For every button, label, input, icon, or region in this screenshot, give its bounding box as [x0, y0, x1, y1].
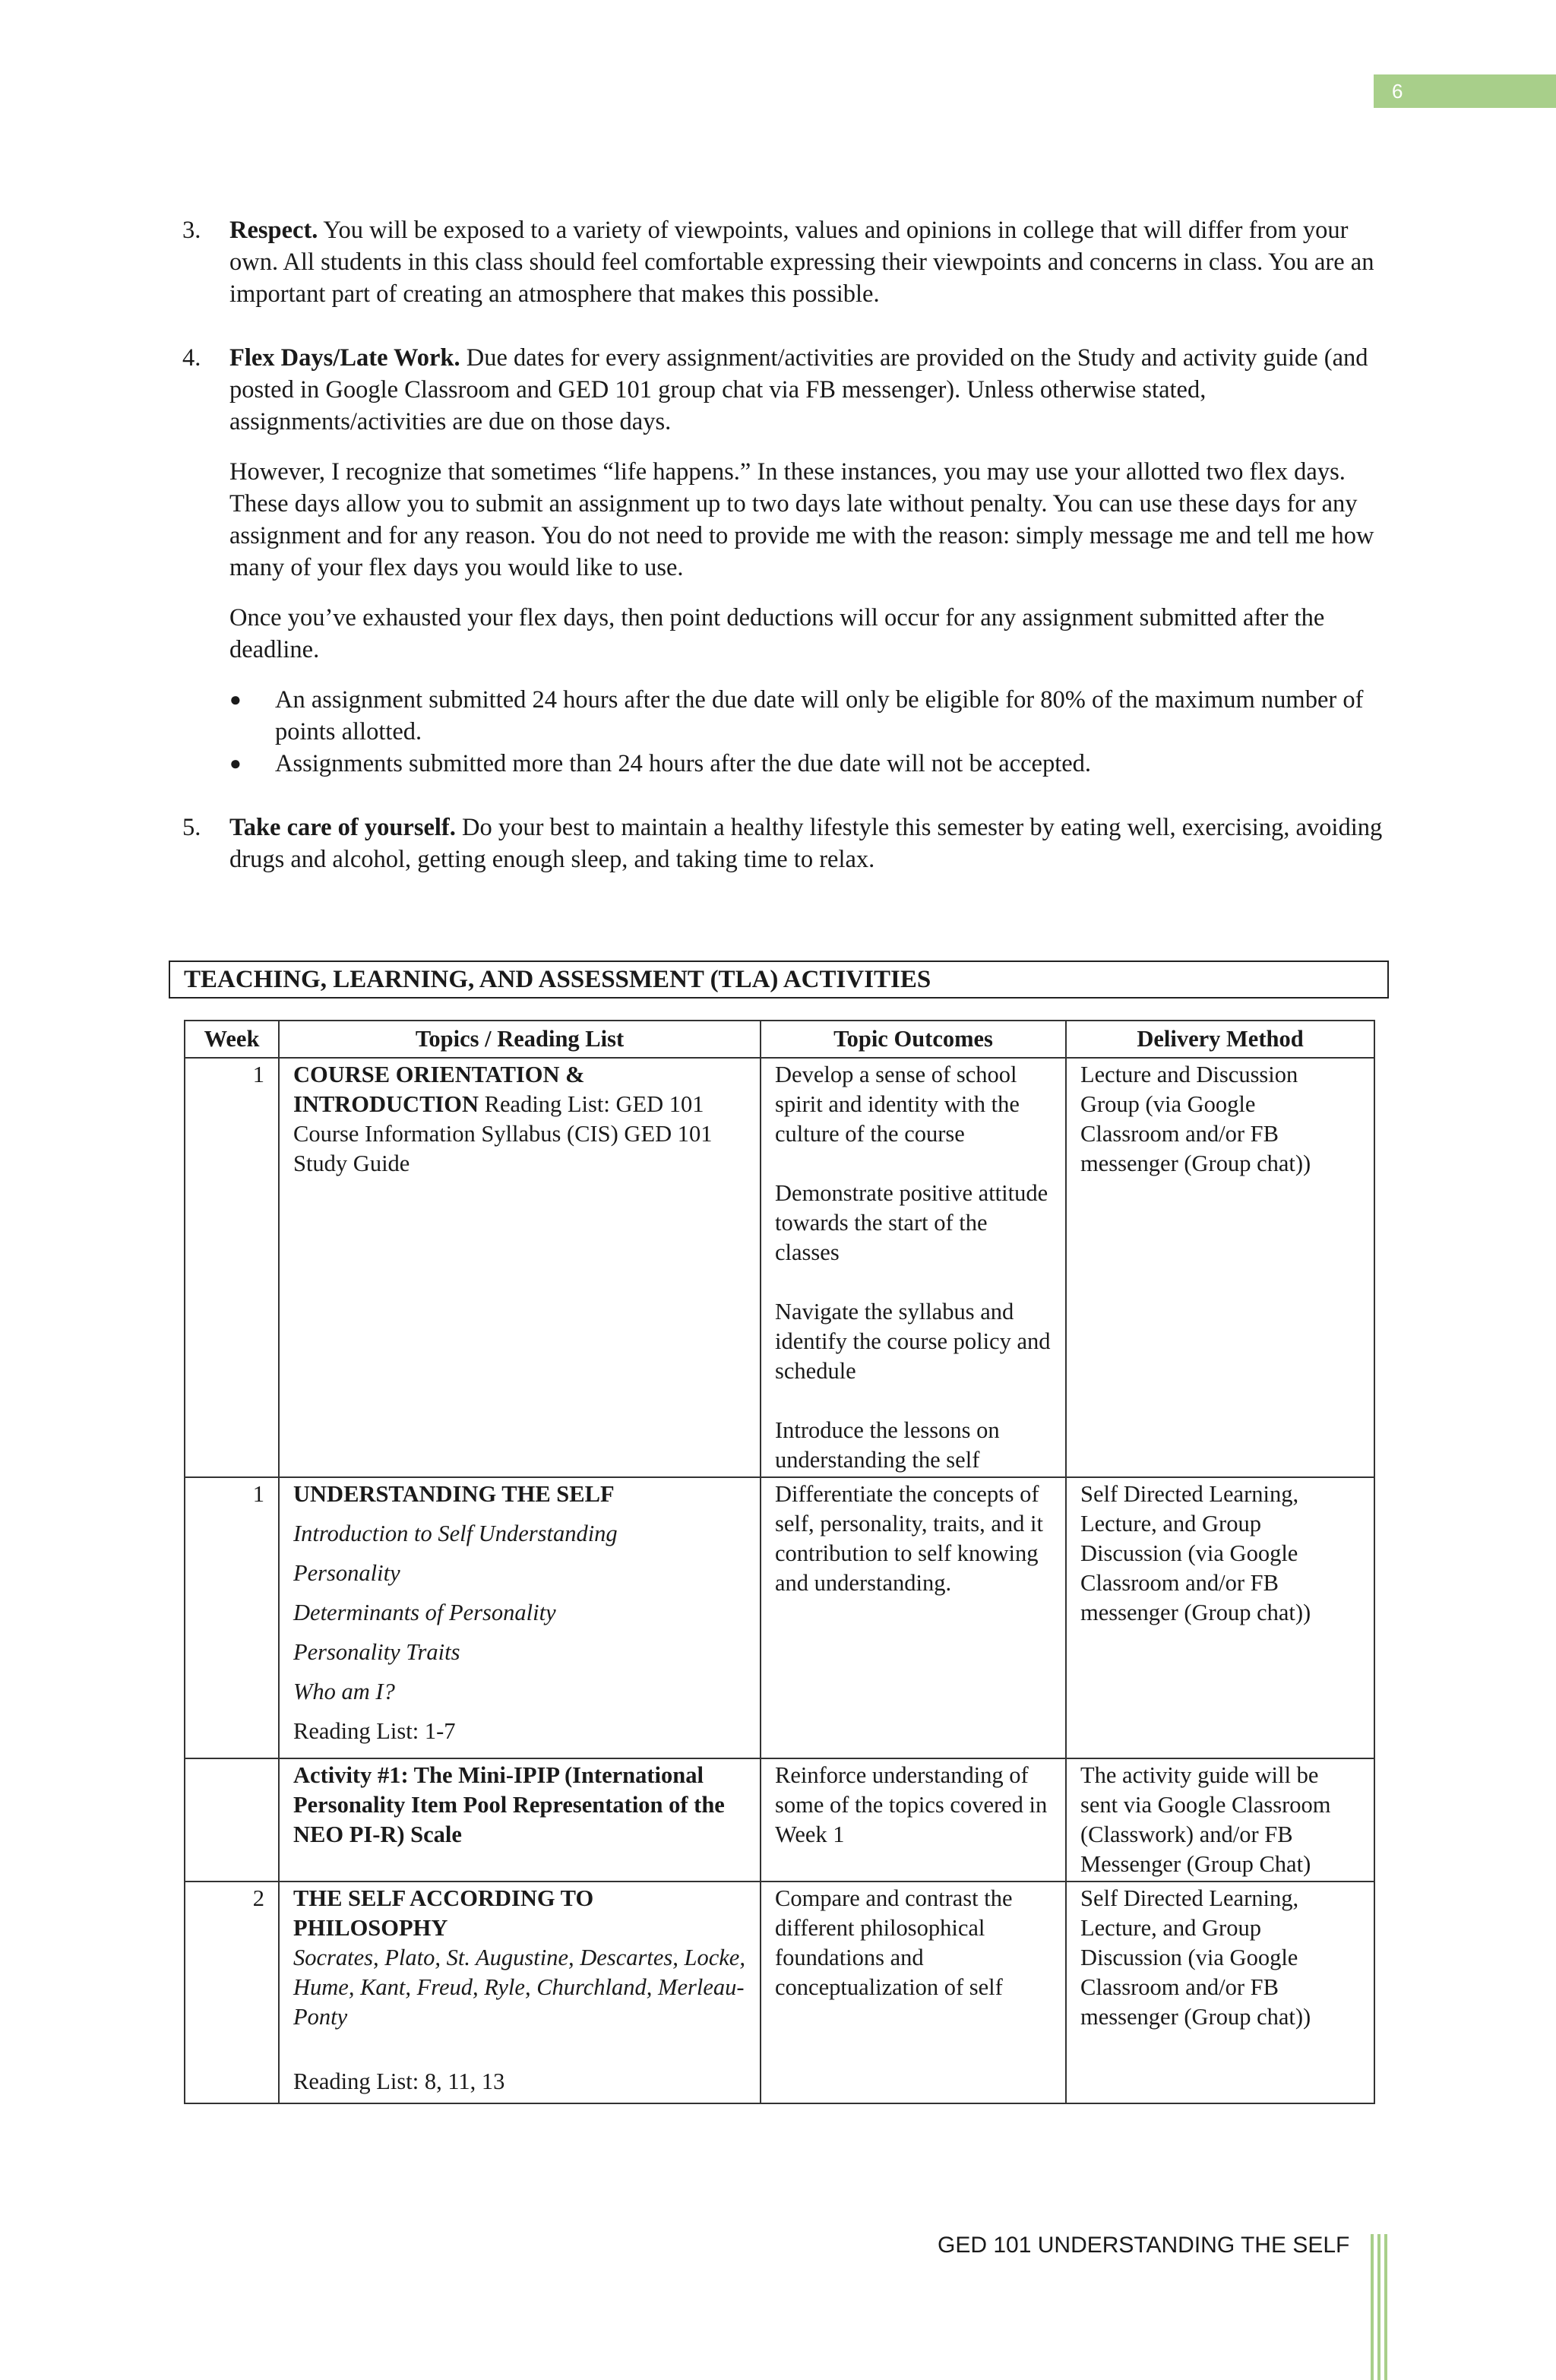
item-text: Do your best to maintain a healthy lifestyle this semester by eating well, exercising, avoiding drugs and alcohol, getting enough sleep, and taking time to relax.: [229, 814, 1383, 873]
week-cell: 2: [185, 1882, 279, 2103]
column-header: Delivery Method: [1066, 1021, 1374, 1058]
bullet-icon: ●: [229, 688, 242, 711]
delivery-cell: Self Directed Learning, Lecture, and Group Discussion (via Google Classroom and/or FB messenger (Group chat)): [1066, 1477, 1374, 1758]
table-row: [185, 1058, 1374, 1477]
outcome-cell: Differentiate the concepts of self, personality, traits, and it contribution to self knowing and understanding.: [761, 1477, 1066, 1758]
topic-cell: COURSE ORIENTATION & INTRODUCTION Reading List: GED 101 Course Information Syllabus (CIS) GED 101 Study Guide: [279, 1058, 761, 1477]
week-cell: [185, 1758, 279, 1882]
item-title: Respect.: [229, 217, 318, 244]
outcome-cell: Reinforce understanding of some of the topics covered in Week 1: [761, 1758, 1066, 1882]
deduction-bullets: [182, 684, 1383, 780]
topic-cell: THE SELF ACCORDING TO PHILOSOPHY Socrates, Plato, St. Augustine, Descartes, Locke, Hume, Kant, Freud, Ryle, Churchland, Merleau-Ponty Reading List: 8, 11, 13: [279, 1882, 761, 2103]
delivery-cell: Self Directed Learning, Lecture, and Group Discussion (via Google Classroom and/or FB messenger (Group chat)): [1066, 1882, 1374, 2103]
footer-title: GED 101 UNDERSTANDING THE SELF: [938, 2233, 1350, 2258]
table-row: [185, 1477, 1374, 1758]
item-number: 3.: [182, 217, 201, 244]
deduction-paragraph: Once you’ve exhausted your flex days, then point deductions will occur for any assignment submitted after the deadline.: [229, 604, 1325, 663]
bullet-item: ● An assignment submitted 24 hours after the due date will only be eligible for 80% of the maximum number of points allotted.: [275, 684, 1383, 748]
delivery-cell: The activity guide will be sent via Google Classroom (Classwork) and/or FB Messenger (Group Chat): [1066, 1758, 1374, 1882]
item-title: Flex Days/Late Work.: [229, 344, 460, 372]
column-header: Week: [185, 1021, 279, 1058]
table-row: [185, 1882, 1374, 2103]
policy-item-self-care: [182, 812, 1383, 875]
topic-cell: Activity #1: The Mini-IPIP (International Personality Item Pool Representation of the NEO PI-R) Scale: [279, 1758, 761, 1882]
delivery-cell: Lecture and Discussion Group (via Google Classroom and/or FB messenger (Group chat)): [1066, 1058, 1374, 1477]
flex-days-paragraph: However, I recognize that sometimes “life happens.” In these instances, you may use your allotted two flex days. These days allow you to submit an assignment up to two days late without penalty. You can use these days for any assignment and for any reason. You do not need to provide me with the reason: simply message me and tell me how many of your flex days you would like to use.: [229, 458, 1374, 581]
item-number: 4.: [182, 344, 201, 372]
table-header-row: [185, 1021, 1374, 1058]
policy-item-respect: [182, 214, 1383, 310]
item-number: 5.: [182, 814, 201, 841]
page-number: 6: [1374, 74, 1556, 108]
item-text: You will be exposed to a variety of viewpoints, values and opinions in college that will differ from your own. All students in this class should feel comfortable expressing their viewpoints and concerns in class. You are an important part of creating an atmosphere that makes this possible.: [229, 217, 1374, 308]
tla-heading: TEACHING, LEARNING, AND ASSESSMENT (TLA) ACTIVITIES: [169, 961, 1389, 999]
bullet-icon: ●: [229, 752, 242, 774]
bullet-item: ● Assignments submitted more than 24 hours after the due date will not be accepted.: [275, 748, 1383, 780]
footer-decoration: [1371, 2234, 1393, 2380]
topic-cell: UNDERSTANDING THE SELF Introduction to Self Understanding Personality Determinants of Personality Personality Traits Who am I? Reading List: 1-7: [279, 1477, 761, 1758]
column-header: Topics / Reading List: [279, 1021, 761, 1058]
policy-item-flex-days: [182, 342, 1383, 684]
table-row: [185, 1758, 1374, 1882]
item-title: Take care of yourself.: [229, 814, 456, 841]
outcome-cell: Compare and contrast the different philosophical foundations and conceptualization of self: [761, 1882, 1066, 2103]
tla-table: [184, 1020, 1375, 2104]
week-cell: 1: [185, 1058, 279, 1477]
column-header: Topic Outcomes: [761, 1021, 1066, 1058]
week-cell: 1: [185, 1477, 279, 1758]
policy-list: [182, 214, 1383, 875]
item-text: Due dates for every assignment/activities are provided on the Study and activity guide (and posted in Google Classroom and GED 101 group chat via FB messenger). Unless otherwise stated, assignments/activities are due on those days.: [229, 344, 1368, 435]
outcome-cell: Develop a sense of school spirit and identity with the culture of the course Demonstrate positive attitude towards the start of the classes Navigate the syllabus and identify the course policy and schedule Introduce the lessons on understanding the self: [761, 1058, 1066, 1477]
